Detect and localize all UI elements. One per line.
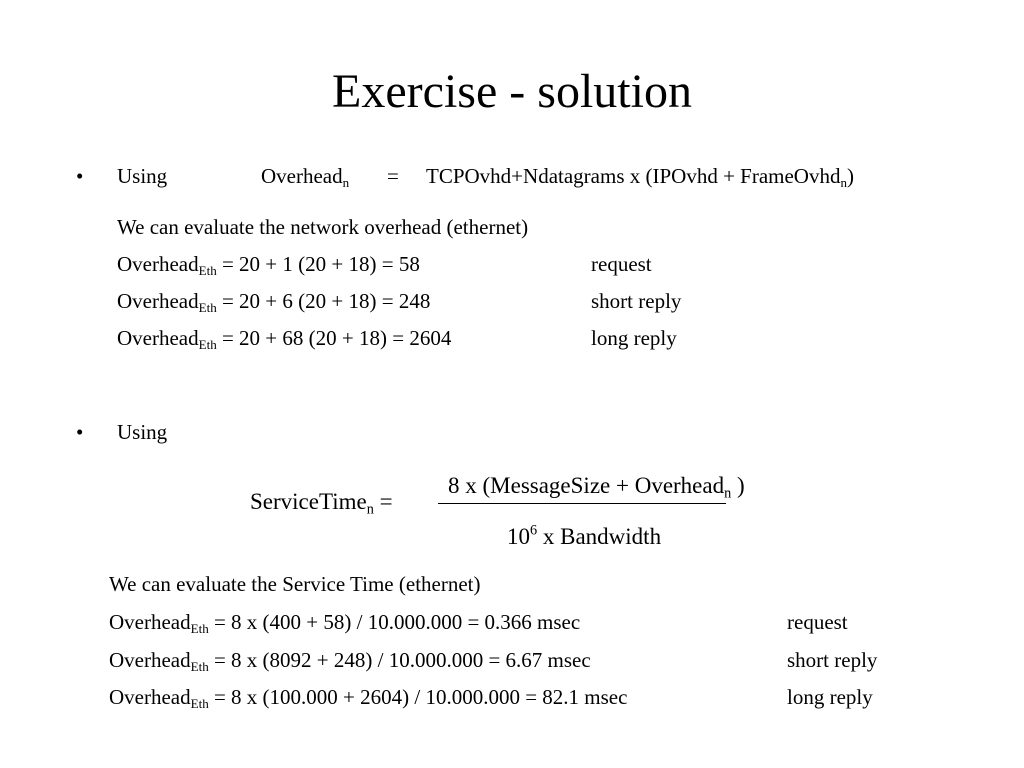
overhead-formula-equals: = [387, 164, 399, 188]
using-label-1: Using [117, 164, 168, 188]
service-time-intro: We can evaluate the Service Time (ethernet) [109, 572, 481, 596]
network-overhead-row: Overhead$_{Eth}$ = 20 + 6 (20 + 18) = 248 [117, 289, 431, 315]
using-label-2: Using [117, 420, 168, 444]
network-overhead-intro: We can evaluate the network overhead (ethernet) [117, 215, 529, 239]
network-overhead-row: Overhead$_{Eth}$ = 20 + 1 (20 + 18) = 58 [117, 252, 420, 278]
slide-title: Exercise - solution [332, 65, 692, 118]
overhead-formula-lhs: Overhead$_n$ [261, 164, 350, 190]
service-time-row: Overhead$_{Eth}$ = 8 x (100.000 + 2604) / 10.000.000 = 82.1 msec [109, 685, 628, 711]
service-time-row: Overhead$_{Eth}$ = 8 x (8092 + 248) / 10.000.000 = 6.67 msec [109, 648, 591, 674]
network-overhead-row: Overhead$_{Eth}$ = 20 + 68 (20 + 18) = 2604 [117, 326, 452, 352]
service-time-numerator: 8 x (MessageSize + Overhead$_n$ ) [448, 473, 745, 502]
overhead-formula-rhs: TCPOvhd+Ndatagrams x (IPOvhd + FrameOvhd$_n$) [426, 164, 854, 190]
service-time-formula-lhs: ServiceTime$_n$ = [250, 489, 393, 518]
bullet-2: • [76, 420, 84, 444]
service-time-denominator: $10^6$ x Bandwidth [507, 522, 662, 549]
service-time-type: short reply [787, 648, 878, 672]
network-overhead-type: request [591, 252, 652, 276]
network-overhead-type: short reply [591, 289, 682, 313]
service-time-row: Overhead$_{Eth}$ = 8 x (400 + 58) / 10.000.000 = 0.366 msec [109, 610, 581, 636]
fraction-bar [438, 503, 726, 504]
service-time-type: long reply [787, 685, 873, 709]
network-overhead-type: long reply [591, 326, 677, 350]
bullet-1: • [76, 164, 84, 188]
service-time-type: request [787, 610, 848, 634]
